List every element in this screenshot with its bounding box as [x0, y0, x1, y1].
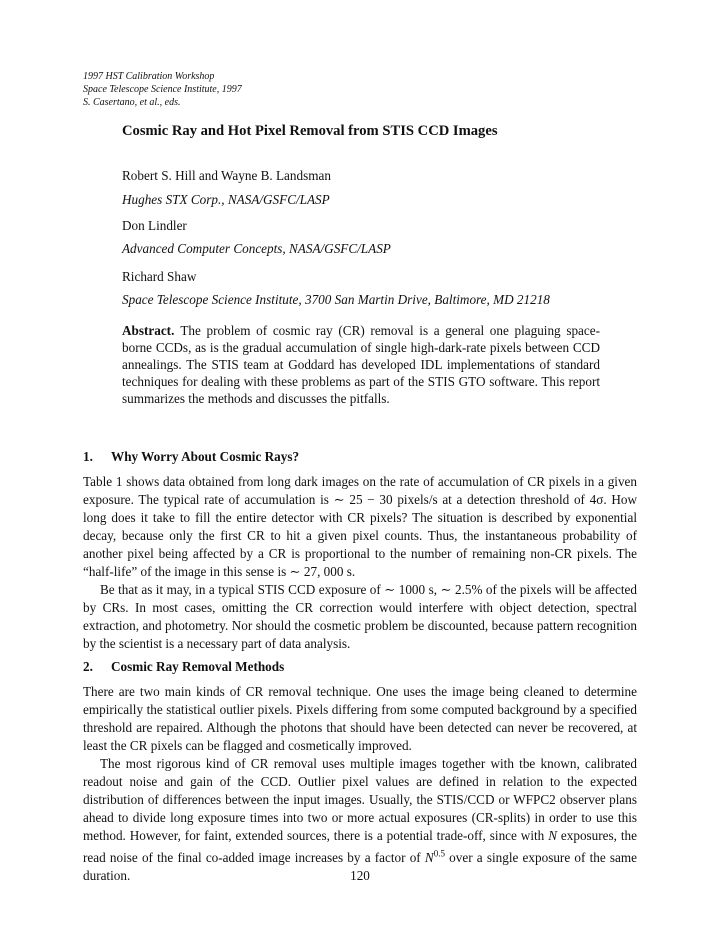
abstract-label: Abstract.	[122, 323, 175, 338]
paper-title: Cosmic Ray and Hot Pixel Removal from STIS CCD Images	[122, 123, 498, 139]
abstract-text: The problem of cosmic ray (CR) removal is a general one plaguing space-borne CCDs, as is the gradual accumulation of single high-dark-rate pixels between CCD annealings. The STIS team at Goddard has developed IDL implementations of standard techniques for dealing with these problems as part of the STIS GTO software. This report summarizes the methods and discusses the pitfalls.	[122, 323, 600, 406]
author-names-1: Robert S. Hill and Wayne B. Landsman	[122, 168, 331, 183]
header-line-2: Space Telescope Science Institute, 1997	[83, 84, 242, 95]
paragraph: There are two main kinds of CR removal technique. One uses the image being cleaned to determine empirically the statistical outlier pixels. Pixels differing from some computed background by a specified threshold are repaired. Although the photons that should have been detected can never be recovered, at least the CR pixels can be flagged and cosmetically improved.	[83, 684, 637, 753]
paragraph: Table 1 shows data obtained from long dark images on the rate of accumulation of CR pixels in a given exposure. The typical rate of accumulation is ∼ 25 − 30 pixels/s at a detection threshold of 4σ. How long does it take to fill the entire detector with CR pixels? The situation is described by exponential decay, because only the first CR to hit a given pixel counts. Thus, the instantaneous probability of another pixel being affected by a CR is proportional to the number of remaining non-CR pixels. The “half-life” of the image in this sense is ∼ 27, 000 s.	[83, 474, 637, 579]
paragraph-with-exponent	[83, 755, 637, 885]
header-line-1: 1997 HST Calibration Workshop	[83, 71, 215, 82]
section-number-1: 1.	[83, 449, 93, 464]
section-number-2: 2.	[83, 659, 93, 674]
header-line-3: S. Casertano, et al., eds.	[83, 97, 181, 108]
proceedings-header	[83, 70, 242, 109]
author-affiliation-3: Space Telescope Science Institute, 3700 San Martin Drive, Baltimore, MD 21218	[122, 292, 550, 307]
section-heading-2	[83, 659, 284, 675]
page-number: 120	[350, 868, 370, 883]
section-heading-1	[83, 449, 299, 465]
section-body-2	[83, 683, 637, 885]
abstract	[122, 322, 600, 407]
author-affiliation-1: Hughes STX Corp., NASA/GSFC/LASP	[122, 192, 330, 207]
paragraph: Be that as it may, in a typical STIS CCD exposure of ∼ 1000 s, ∼ 2.5% of the pixels will be affected by CRs. In most cases, omitting the CR correction would interfere with object detection, spectral extraction, and photometry. Nor should the cosmetic problem be discounted, because pattern recognition by the scientist is a necessary part of data analysis.	[83, 582, 637, 651]
author-names-2: Don Lindler	[122, 218, 187, 233]
paragraph-text: The most rigorous kind of CR removal uses multiple images together with tbe known, calibrated readout noise and gain of the CCD. Outlier pixel values are defined in relation to the expected distribution of differences between the input images. Usually, the STIS/CCD or WFPC2 observer plans ahead to divide long exposure times into two or more actual exposures (CR-splits) in order to use this method. However, for faint, extended sources, there is a potential trade-off, since with N exposures, the read noise of the final co-added image increases by a factor of $N^{0.5}$ over a single exposure of the same duration.	[83, 756, 637, 884]
section-title-1: Why Worry About Cosmic Rays?	[111, 449, 300, 464]
section-title-2: Cosmic Ray Removal Methods	[111, 659, 285, 674]
section-body-1	[83, 473, 637, 653]
author-affiliation-2: Advanced Computer Concepts, NASA/GSFC/LASP	[122, 241, 391, 256]
author-names-3: Richard Shaw	[122, 269, 197, 284]
